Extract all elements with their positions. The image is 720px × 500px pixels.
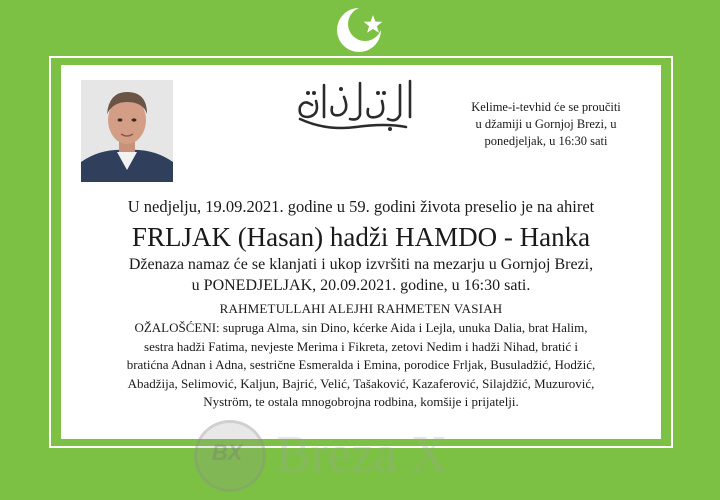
funeral-line: u PONEDJELJAK, 20.09.2021. godine, u 16:30 sati. — [191, 277, 531, 294]
deceased-name: FRLJAK (Hasan) hadži HAMDO - Hanka — [131, 222, 591, 252]
notice-line: Kelime-i-tevhid će se proučiti — [471, 100, 621, 114]
portrait-photo — [81, 80, 173, 182]
watermark-logo-text: BX — [211, 440, 243, 465]
notice-line: u džamiji u Gornjoj Brezi, u — [475, 117, 617, 131]
mourners-line: OŽALOŠĆENI: supruga Alma, sin Dino, kćerke Aida i Lejla, unuka Dalia, brat Halim, — [134, 320, 588, 335]
mourners-list — [61, 319, 661, 412]
announcement — [61, 197, 661, 412]
arabic-calligraphy-icon — [286, 71, 421, 137]
watermark-text: Breza X — [276, 426, 448, 483]
mourners-line: bratićna Adnan i Adna, sestrične Esmeralda i Emina, porodice Frljak, Busuladžić, Hodžić, — [126, 357, 596, 372]
crescent-star-icon — [332, 2, 392, 56]
notice-line: ponedjeljak, u 16:30 sati — [484, 134, 608, 148]
obituary-card — [61, 65, 661, 439]
funeral-line: Dženaza namaz će se klanjati i ukop izvršiti na mezarju u Gornjoj Brezi, — [128, 256, 594, 273]
death-date-line: U nedjelju, 19.09.2021. godine u 59. godini života preselio je na ahiret — [127, 197, 595, 216]
mourners-line: Nyström, te ostala mnogobrojna rodbina, komšije i prijatelji. — [203, 394, 519, 409]
kelime-tevhid-notice — [446, 99, 646, 150]
prayer-line: RAHMETULLAHI ALEJHI RAHMETEN VASIAH — [219, 301, 503, 316]
mourners-line: Abadžija, Selimović, Kaljun, Bajrić, Velić, Tašaković, Kazaferović, Silajdžić, Muzurović, — [127, 375, 595, 391]
mourners-line: sestra hadži Fatima, nevjeste Merima i Fikreta, zetovi Nedim i hadži Nihad, bratić i — [144, 338, 578, 354]
